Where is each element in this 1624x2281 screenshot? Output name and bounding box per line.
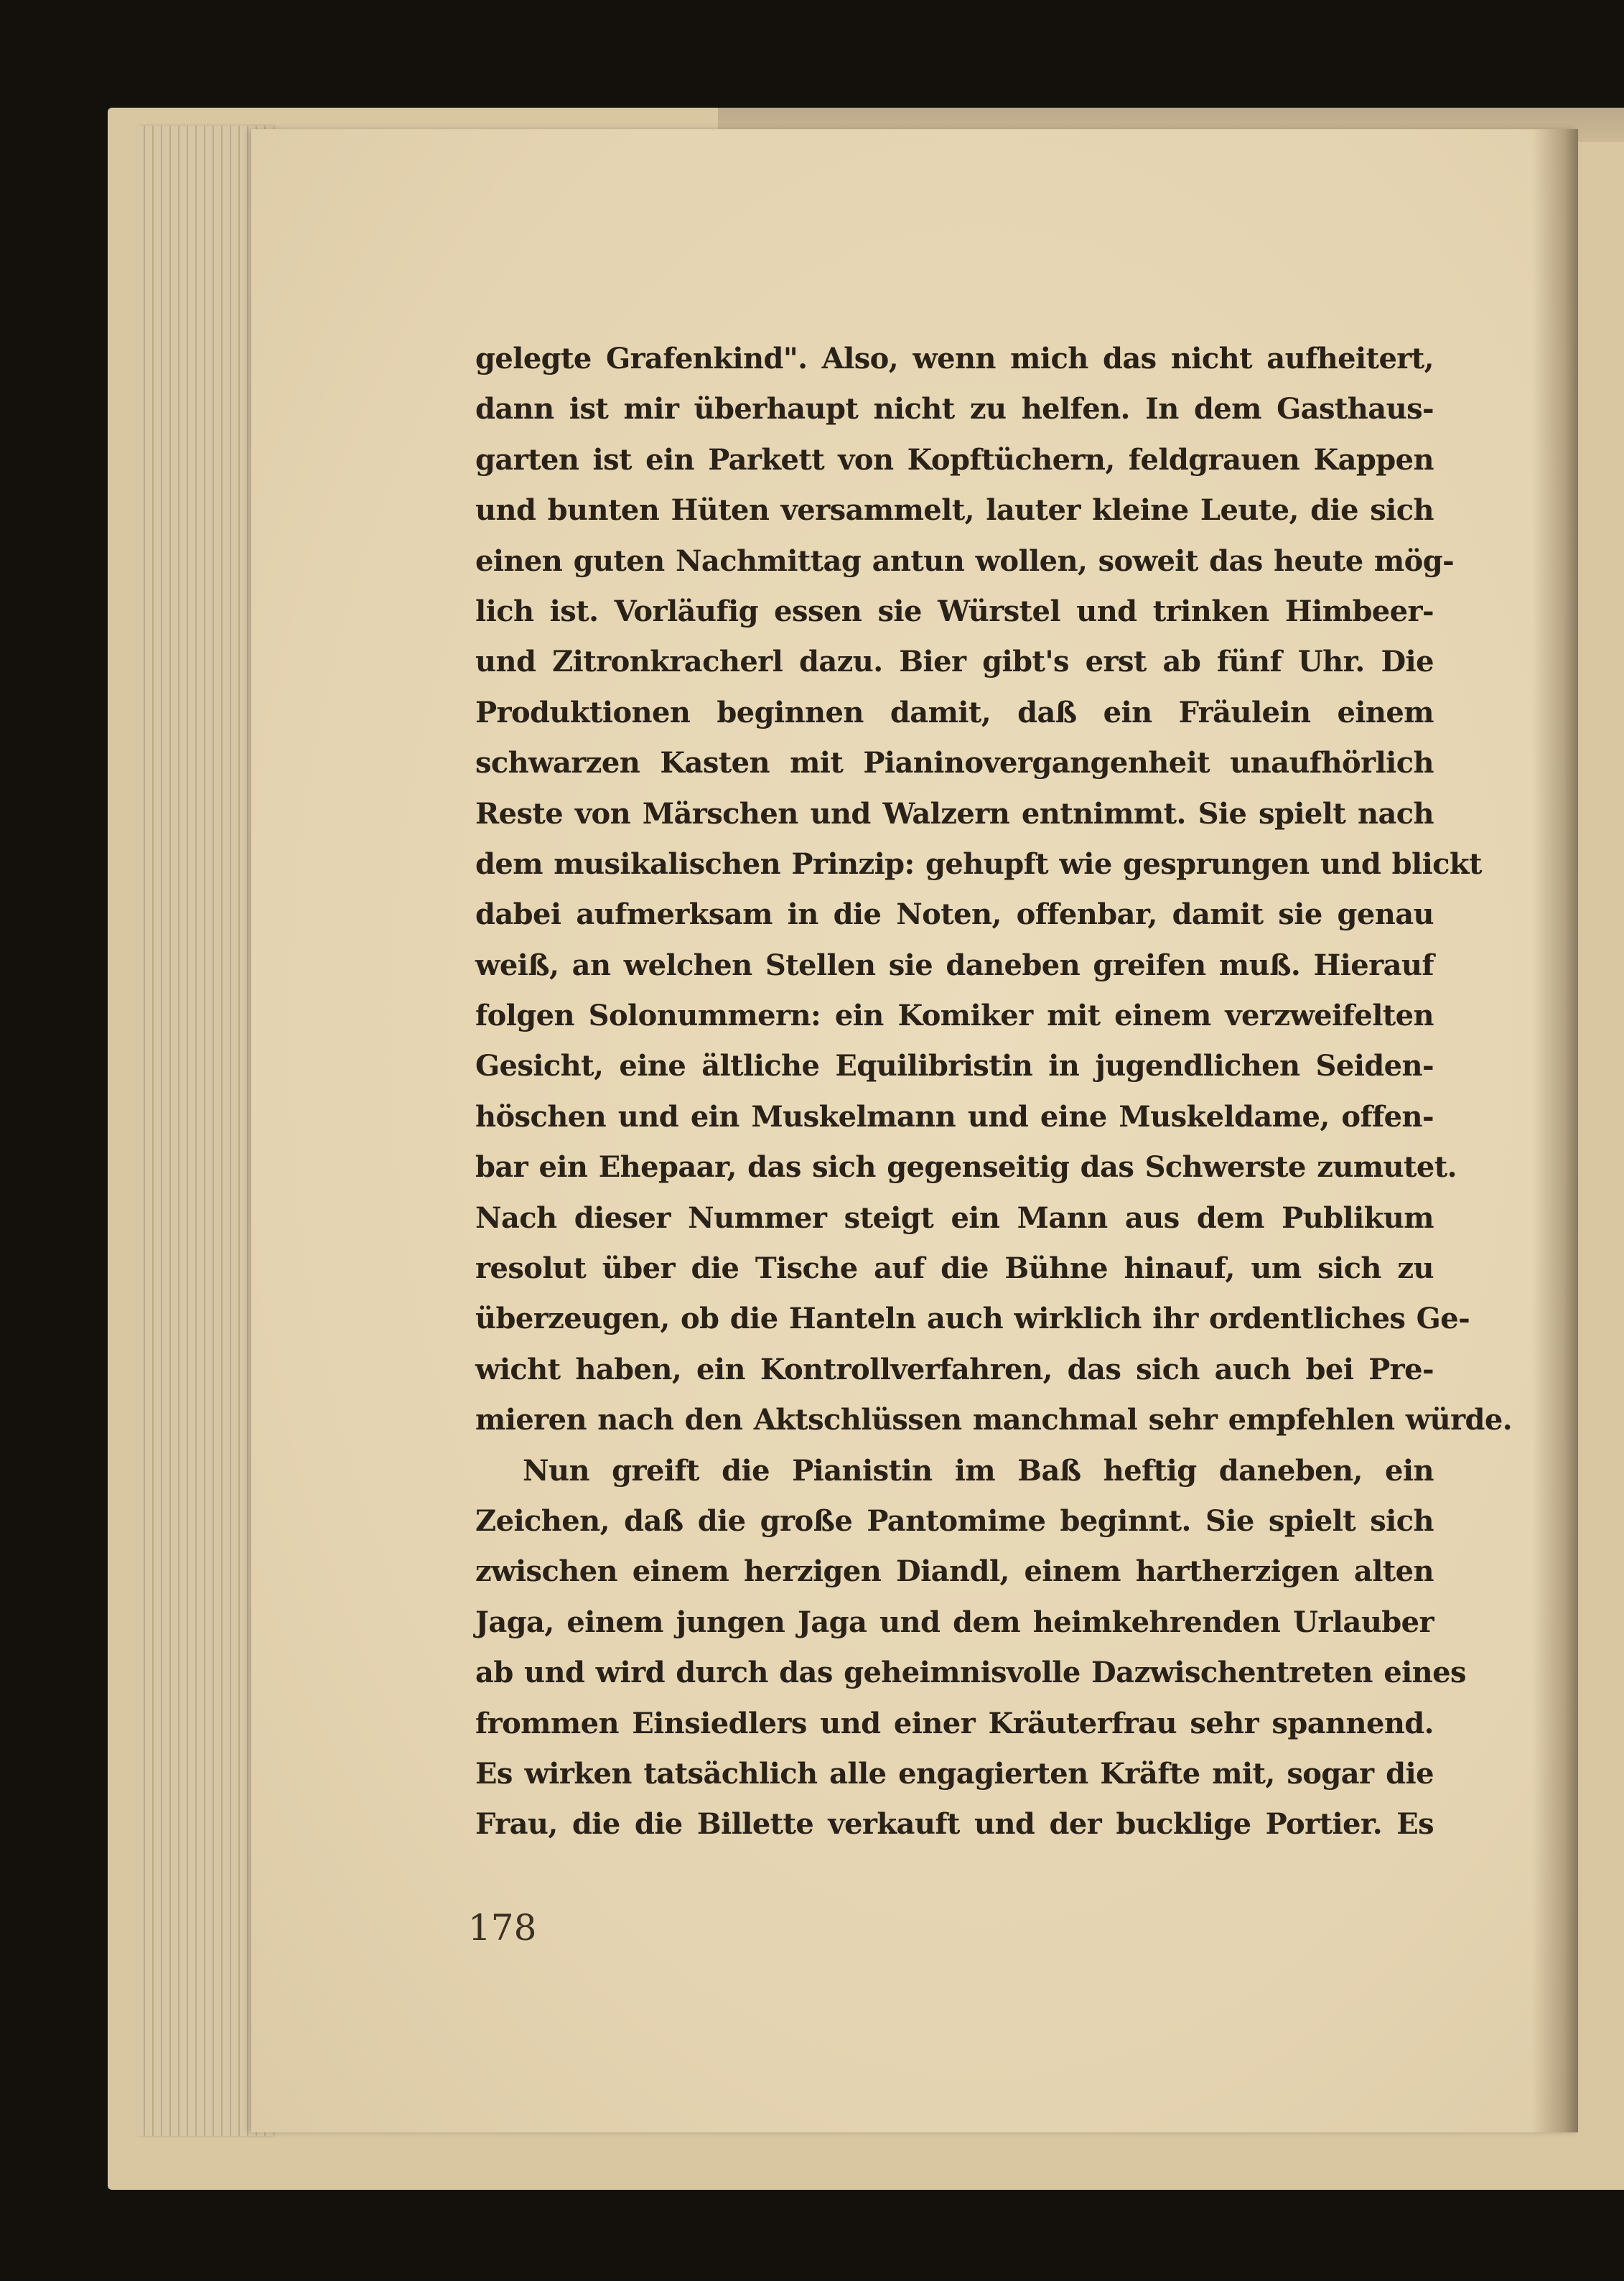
text-line: Reste von Märschen und Walzern entnimmt. Sie spielt nach — [475, 796, 1434, 831]
text-line: Jaga, einem jungen Jaga und dem heimkehrenden Urlauber — [475, 1605, 1434, 1639]
text-line: überzeugen, ob die Hanteln auch wirklich ihr ordentliches Ge- — [475, 1302, 1470, 1336]
text-line: dabei aufmerksam in die Noten, offenbar, damit sie genau — [475, 897, 1434, 932]
text-line: gelegte Grafenkind". Also, wenn mich das nicht aufheitert, — [475, 342, 1434, 375]
text-line: Nun greift die Pianistin im Baß heftig daneben, ein — [523, 1453, 1434, 1488]
page-gutter-shadow — [1532, 129, 1578, 2132]
text-line: dem musikalischen Prinzip: gehupft wie gesprungen und blickt — [475, 846, 1482, 881]
text-line: einen guten Nachmittag antun wollen, soweit das heute mög- — [475, 544, 1455, 578]
text-line: zwischen einem herzigen Diandl, einem hartherzigen alten — [475, 1554, 1434, 1589]
text-line: dann ist mir überhaupt nicht zu helfen. In dem Gasthaus- — [475, 392, 1434, 426]
text-line: Zeichen, daß die große Pantomime beginnt. Sie spielt sich — [475, 1503, 1434, 1538]
text-line: wicht haben, ein Kontrollverfahren, das sich auch bei Pre- — [475, 1352, 1434, 1386]
text-line: und bunten Hüten versammelt, lauter kleine Leute, die sich — [475, 493, 1434, 528]
text-line: Es wirken tatsächlich alle engagierten Kräfte mit, sogar die — [475, 1756, 1434, 1791]
text-line: Produktionen beginnen damit, daß ein Fräulein einem — [475, 695, 1434, 729]
text-line: höschen und ein Muskelmann und eine Muskeldame, offen- — [475, 1099, 1434, 1134]
text-line: bar ein Ehepaar, das sich gegenseitig das Schwerste zumutet. — [475, 1150, 1457, 1185]
text-line: folgen Solonummern: ein Komiker mit einem verzweifelten — [475, 999, 1434, 1033]
text-line: schwarzen Kasten mit Pianinovergangenheit unaufhörlich — [475, 746, 1434, 780]
text-line: ab und wird durch das geheimnisvolle Dazwischentreten eines — [475, 1656, 1466, 1690]
text-line: garten ist ein Parkett von Kopftüchern, feldgrauen Kappen — [475, 442, 1434, 477]
text-line: Nach dieser Nummer steigt ein Mann aus dem Publikum — [475, 1200, 1434, 1235]
text-line: lich ist. Vorläufig essen sie Würstel und trinken Himbeer- — [475, 594, 1434, 628]
text-line: mieren nach den Aktschlüssen manchmal sehr empfehlen würde. — [475, 1403, 1513, 1437]
text-line: Gesicht, eine ältliche Equilibristin in jugendlichen Seiden- — [475, 1049, 1434, 1083]
text-line: frommen Einsiedlers und einer Kräuterfrau sehr spannend. — [475, 1706, 1434, 1740]
text-line: resolut über die Tische auf die Bühne hinauf, um sich zu — [475, 1251, 1434, 1286]
text-line: Frau, die die Billette verkauft und der bucklige Portier. Es — [475, 1807, 1434, 1842]
page-number: 178 — [468, 1907, 537, 1949]
page-text — [475, 334, 1513, 1850]
text-line: weiß, an welchen Stellen sie daneben greifen muß. Hierauf — [475, 948, 1434, 982]
text-line: und Zitronkracherl dazu. Bier gibt's erst ab fünf Uhr. Die — [475, 645, 1434, 679]
